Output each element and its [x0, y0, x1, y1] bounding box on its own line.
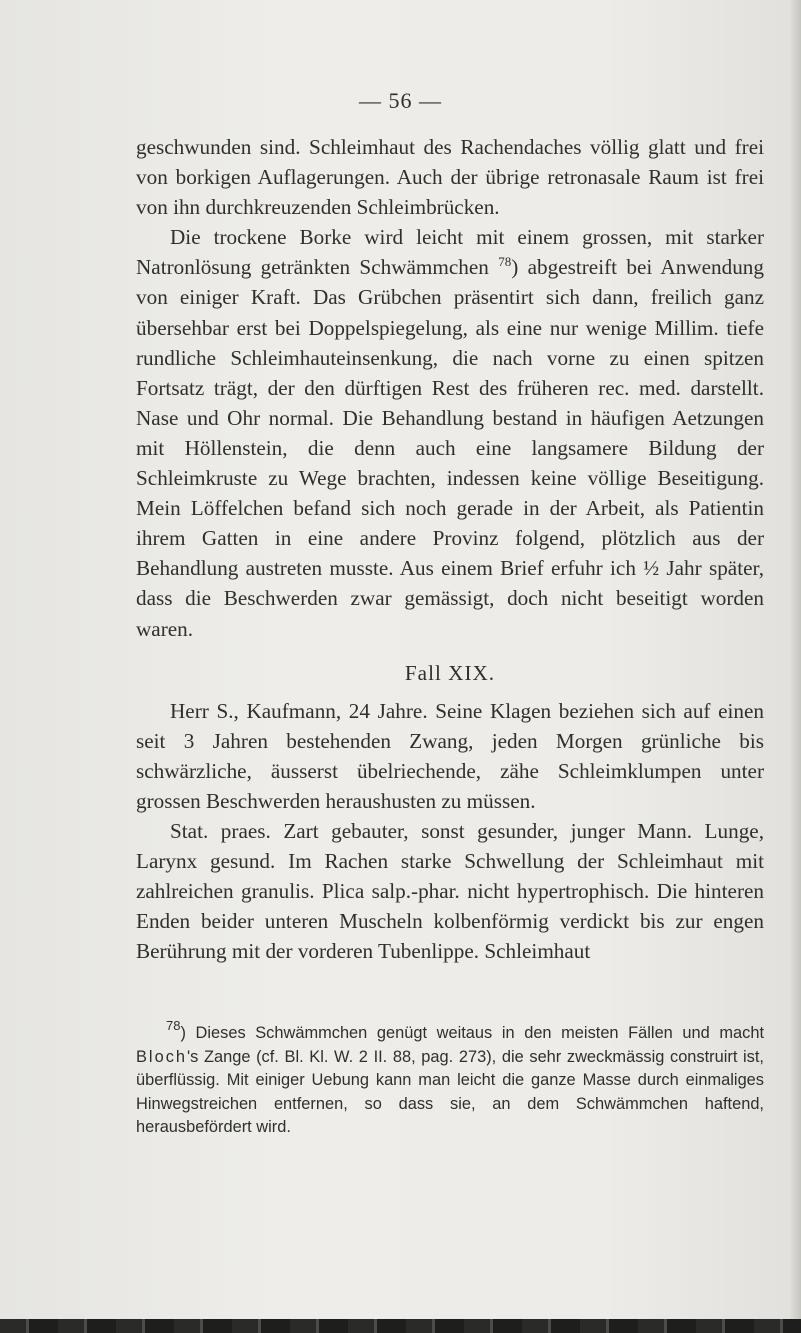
case-heading: Fall XIX.: [404, 660, 496, 685]
paragraph-text: Die trockene Borke wird leicht mit einem grossen, mit starker Natronlösung getränkten Schwämmchen: [136, 225, 764, 280]
scan-bottom-edge: [0, 1319, 801, 1333]
page-edge-shadow: [789, 0, 801, 1333]
footnote-number: 78: [166, 1018, 181, 1033]
footnote: [136, 1018, 764, 1140]
paragraph-continuation: geschwunden sind. Schleimhaut des Rachendaches völlig glatt und frei von borkigen Auflagerungen. Auch der übrige retronasale Raum ist frei von ihn durchkreuzenden Schleimbrücken.: [136, 135, 764, 220]
footnote-reference[interactable]: 78: [498, 254, 512, 270]
main-text: [136, 132, 764, 967]
page-number: — 56 —: [359, 88, 442, 113]
paragraph-complaint: Herr S., Kaufmann, 24 Jahre. Seine Klagen beziehen sich auf einen seit 3 Jahren bestehenden Zwang, jeden Morgen grünliche bis schwärzliche, äusserst übelriechende, zähe Schleimklumpen unter grossen Beschwerden heraushusten zu müssen.: [136, 698, 764, 813]
paragraph-text: ) abgestreift bei Anwendung von einiger Kraft. Das Grübchen präsentirt sich dann, freilich ganz übersehbar erst bei Doppelspiegelung, als eine nur wenige Millim. tiefe rundliche Schleimhauteinsenkung, die nach vorne zu einen spitzen Fortsatz trägt, der den dürftigen Rest des früheren rec. med. darstellt. Nase und Ohr normal. Die Behandlung bestand in häufigen Aetzungen mit Höllenstein, die denn auch eine langsamere Bildung der Schleimkruste zu Wege brachten, indessen keine völlige Beseitigung. Mein Löffelchen befand sich noch gerade in der Arbeit, als Patientin ihrem Gatten in eine andere Provinz folgend, plötzlich aus der Behandlung austreten musste. Aus einem Brief erfuhr ich ½ Jahr später, dass die Beschwerden zwar gemässigt, doch nicht beseitigt worden waren.: [136, 255, 764, 641]
paragraph-treatment: [136, 222, 764, 643]
paragraph-status-praesens: Stat. praes. Zart gebauter, sonst gesunder, junger Mann. Lunge, Larynx gesund. Im Rachen starke Schwellung der Schleimhaut mit zahlreichen granulis. Plica salp.-phar. nicht hypertrophisch. Die hinteren Enden beider unteren Muscheln kolbenförmig verdickt bis zur engen Berührung mit der vorderen Tubenlippe. Schleimhaut: [136, 819, 764, 964]
footnote-text: ) Dieses Schwämmchen genügt weitaus in den meisten Fällen und macht: [180, 1024, 764, 1042]
footnote-text: 's Zange (cf. Bl. Kl. W. 2 II. 88, pag. 273), die sehr zweckmässig construirt ist, überflüssig. Mit einiger Uebung kann man leicht die ganze Masse durch einmaliges Hinwegstreichen entfernen, so dass sie, an dem Schwämmchen haftend, herausbefördert wird.: [136, 1047, 764, 1137]
footnote-author-name: Bloch: [136, 1047, 188, 1066]
